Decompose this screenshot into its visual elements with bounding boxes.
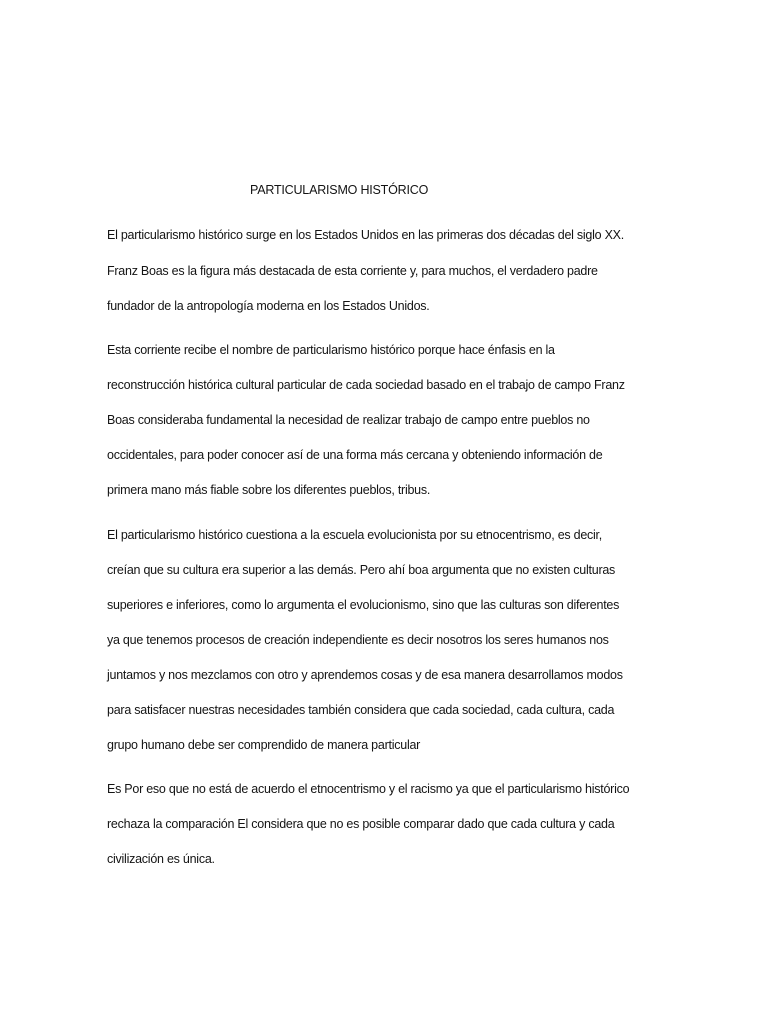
paragraph-3-line-1: El particularismo histórico cuestiona a la escuela evolucionista por su etnocentrismo, es decir,: [107, 528, 603, 542]
paragraph-1-line-3: fundador de la antropología moderna en los Estados Unidos.: [107, 299, 430, 313]
paragraph-4-line-2: rechaza la comparación El considera que no es posible comparar dado que cada cultura y cada: [107, 817, 615, 831]
paragraph-3-line-4: ya que tenemos procesos de creación independiente es decir nosotros los seres humanos nos: [107, 633, 609, 647]
paragraph-1-line-1: El particularismo histórico surge en los Estados Unidos en las primeras dos décadas del siglo XX.: [107, 228, 624, 242]
document-title: PARTICULARISMO HISTÓRICO: [250, 183, 429, 197]
paragraph-3-line-3: superiores e inferiores, como lo argumenta el evolucionismo, sino que las culturas son diferentes: [107, 598, 620, 612]
paragraph-2-line-2: reconstrucción histórica cultural particular de cada sociedad basado en el trabajo de campo Franz: [107, 378, 625, 392]
paragraph-2-line-4: occidentales, para poder conocer así de una forma más cercana y obteniendo información de: [107, 448, 603, 462]
paragraph-3-line-2: creían que su cultura era superior a las demás. Pero ahí boa argumenta que no existen culturas: [107, 563, 616, 577]
paragraph-1-line-2: Franz Boas es la figura más destacada de esta corriente y, para muchos, el verdadero padre: [107, 264, 598, 278]
paragraph-4-line-3: civilización es única.: [107, 852, 215, 866]
paragraph-3-line-7: grupo humano debe ser comprendido de manera particular: [107, 738, 421, 752]
paragraph-3-line-6: para satisfacer nuestras necesidades también considera que cada sociedad, cada cultura, cada: [107, 703, 615, 717]
paragraph-2-line-3: Boas consideraba fundamental la necesidad de realizar trabajo de campo entre pueblos no: [107, 413, 590, 427]
paragraph-2-line-5: primera mano más fiable sobre los diferentes pueblos, tribus.: [107, 483, 431, 497]
paragraph-2-line-1: Esta corriente recibe el nombre de particularismo histórico porque hace énfasis en la: [107, 343, 555, 357]
paragraph-3-line-5: juntamos y nos mezclamos con otro y aprendemos cosas y de esa manera desarrollamos modos: [107, 668, 623, 682]
paragraph-4-line-1: Es Por eso que no está de acuerdo el etnocentrismo y el racismo ya que el particularismo histórico: [107, 782, 630, 796]
